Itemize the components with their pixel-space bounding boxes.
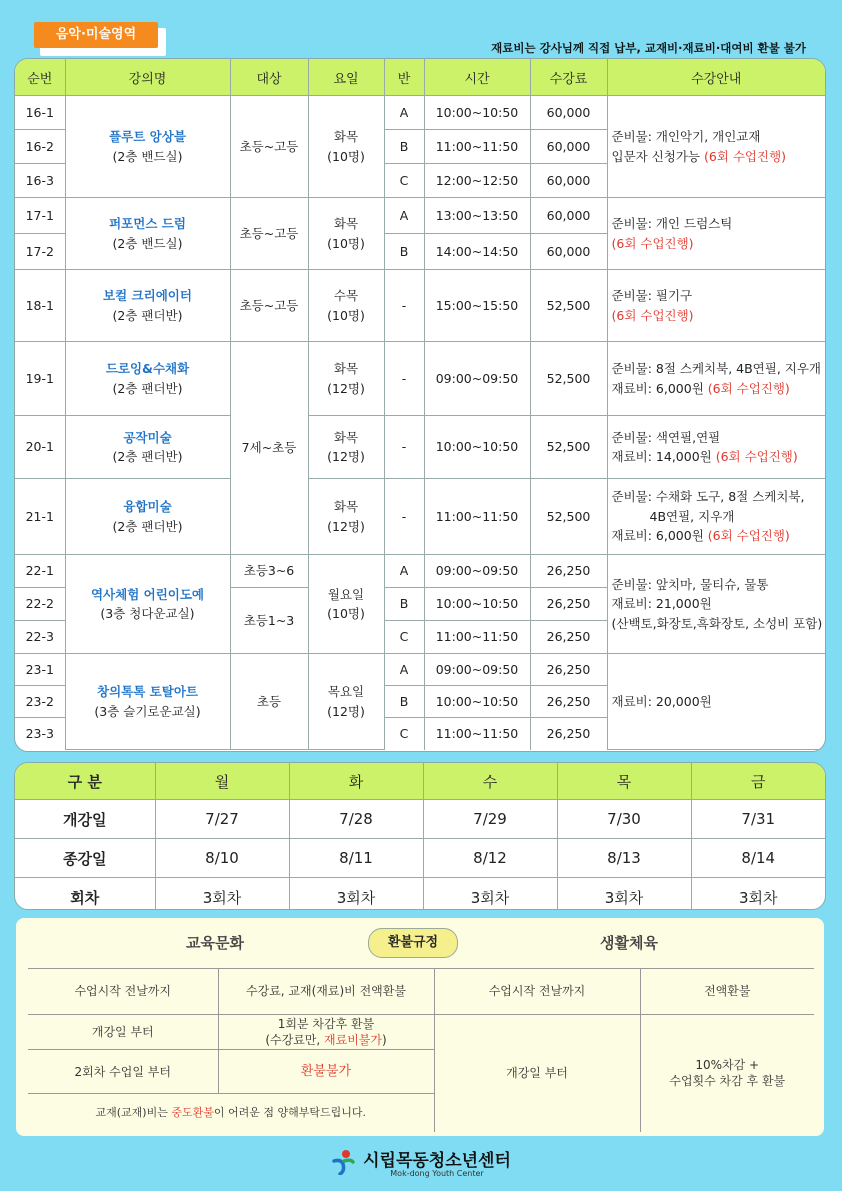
info-highlight: (6회 수업진행) xyxy=(703,148,787,164)
course-code: 20-1 xyxy=(15,416,65,479)
course-capacity: (12명) xyxy=(327,703,365,719)
course-class: A xyxy=(384,96,424,130)
course-room: (2층 밴드실) xyxy=(112,235,183,251)
course-fee: 52,500 xyxy=(530,416,607,479)
course-code: 18-1 xyxy=(15,270,65,342)
course-target: 초등~고등 xyxy=(230,198,308,270)
course-header-row xyxy=(15,59,825,96)
course-class: C xyxy=(384,718,424,750)
refund-cell: 환불불가 xyxy=(218,1050,434,1094)
refund-cell: 수업시작 전날까지 xyxy=(28,969,218,1015)
refund-cell: 개강일 부터 xyxy=(434,1015,640,1132)
table-row xyxy=(15,270,825,342)
table-row xyxy=(15,342,825,416)
course-name: 공작미술 xyxy=(123,429,172,445)
info-line xyxy=(612,447,826,466)
info-highlight: (6회 수업진행) xyxy=(611,235,694,251)
course-class: C xyxy=(384,621,424,654)
course-name: 창의톡톡 토탈아트 xyxy=(97,684,198,700)
course-class: A xyxy=(384,555,424,588)
course-code: 22-2 xyxy=(15,588,65,621)
course-days: 수목 xyxy=(333,288,359,304)
schedule-header: 구 분 xyxy=(15,763,155,800)
course-fee: 60,000 xyxy=(530,130,607,164)
schedule-header: 수 xyxy=(423,763,557,800)
course-code: 23-3 xyxy=(15,718,65,750)
course-time: 14:00~14:50 xyxy=(424,234,530,270)
course-info xyxy=(607,342,825,416)
schedule-header: 화 xyxy=(289,763,423,800)
header-course-name: 강의명 xyxy=(65,59,230,96)
info-line xyxy=(612,507,826,526)
course-days: 화목 xyxy=(333,361,359,377)
course-days-cell xyxy=(308,479,384,555)
course-class: A xyxy=(384,198,424,234)
course-class: B xyxy=(384,686,424,718)
course-room: (2층 팬더반) xyxy=(112,307,183,323)
course-fee: 26,250 xyxy=(530,588,607,621)
info-text: 재료비: 14,000원 xyxy=(611,449,716,464)
schedule-cell: 3회차 xyxy=(289,878,423,911)
info-text: 재료비: 6,000원 xyxy=(611,528,708,544)
table-row xyxy=(15,479,825,555)
refund-highlight: 재료비불가 xyxy=(324,1033,382,1048)
schedule-row-label: 종강일 xyxy=(15,839,155,878)
table-row xyxy=(15,198,825,234)
course-days: 화목 xyxy=(333,216,359,232)
footer xyxy=(0,1146,842,1179)
header-class: 반 xyxy=(384,59,424,96)
course-time: 12:00~12:50 xyxy=(424,164,530,198)
course-time: 09:00~09:50 xyxy=(424,555,530,588)
info-line: 준비물: 앞치마, 물티슈, 물통 xyxy=(611,576,769,592)
info-text: 4B연필, 지우개 xyxy=(649,508,735,524)
refund-cell: 전액환불 xyxy=(640,969,814,1015)
schedule-cell: 8/11 xyxy=(289,839,423,878)
course-capacity: (12명) xyxy=(327,380,365,396)
refund-text: ) xyxy=(381,1033,387,1048)
course-target: 초등~고등 xyxy=(230,96,308,198)
course-code: 19-1 xyxy=(15,342,65,416)
course-days-cell xyxy=(308,555,384,654)
refund-note xyxy=(28,1094,434,1132)
course-name: 보컬 크리에이터 xyxy=(103,288,192,304)
schedule-row xyxy=(15,800,825,839)
refund-row xyxy=(28,969,814,1015)
course-code: 17-1 xyxy=(15,198,65,234)
header-time: 시간 xyxy=(424,59,530,96)
refund-highlight: 중도환불 xyxy=(171,1105,214,1119)
course-class: - xyxy=(384,270,424,342)
header-days: 요일 xyxy=(308,59,384,96)
course-days: 목요일 xyxy=(327,684,365,700)
course-time: 10:00~10:50 xyxy=(424,588,530,621)
info-line: 준비물: 수채화 도구, 8절 스케치북, xyxy=(611,489,805,505)
course-name-cell xyxy=(65,270,230,342)
category-tag-label: 음악·미술영역 xyxy=(34,22,158,48)
schedule-cell: 3회차 xyxy=(155,878,289,911)
course-name: 드로잉&수채화 xyxy=(105,361,190,377)
info-line: 준비물: 필기구 xyxy=(611,288,693,304)
course-fee: 26,250 xyxy=(530,718,607,750)
schedule-table-container xyxy=(14,762,826,910)
info-line xyxy=(612,379,826,398)
course-name: 역사체험 어린이도예 xyxy=(90,586,205,602)
info-text: 입문자 신청가능 xyxy=(611,148,704,164)
schedule-header: 목 xyxy=(557,763,691,800)
schedule-cell: 8/12 xyxy=(423,839,557,878)
course-days-cell xyxy=(308,654,384,750)
org-logo-icon xyxy=(331,1149,357,1175)
course-code: 22-3 xyxy=(15,621,65,654)
course-days-cell xyxy=(308,416,384,479)
info-line xyxy=(612,526,826,545)
course-info xyxy=(607,654,825,750)
course-name-cell xyxy=(65,342,230,416)
course-time: 11:00~11:50 xyxy=(424,479,530,555)
schedule-header: 금 xyxy=(691,763,825,800)
refund-line: 1회분 차감후 환불 xyxy=(277,1017,375,1031)
info-line: 재료비: 21,000원 xyxy=(611,596,712,612)
header-target: 대상 xyxy=(230,59,308,96)
course-room: (3층 슬기로운교실) xyxy=(94,703,201,719)
refund-line xyxy=(220,1032,433,1048)
course-fee: 60,000 xyxy=(530,198,607,234)
course-fee: 60,000 xyxy=(530,234,607,270)
schedule-cell: 8/14 xyxy=(691,839,825,878)
refund-culture-title: 교육문화 xyxy=(186,934,244,952)
refund-table xyxy=(28,968,814,1132)
info-line: 준비물: 8절 스케치북, 4B연필, 지우개 xyxy=(611,361,822,377)
course-fee: 60,000 xyxy=(530,96,607,130)
course-class: B xyxy=(384,130,424,164)
table-row xyxy=(15,555,825,588)
course-fee: 26,250 xyxy=(530,654,607,686)
course-class: C xyxy=(384,164,424,198)
course-fee: 52,500 xyxy=(530,342,607,416)
course-name: 퍼포먼스 드럼 xyxy=(109,216,186,232)
course-info xyxy=(607,96,825,198)
table-row xyxy=(15,416,825,479)
refund-cell: 수업시작 전날까지 xyxy=(434,969,640,1015)
refund-row xyxy=(28,1015,814,1050)
course-time: 13:00~13:50 xyxy=(424,198,530,234)
course-time: 15:00~15:50 xyxy=(424,270,530,342)
course-room: (2층 팬더반) xyxy=(112,449,183,464)
schedule-row-label: 회차 xyxy=(15,878,155,911)
refund-cell xyxy=(640,1015,814,1132)
course-class: A xyxy=(384,654,424,686)
info-line xyxy=(612,147,826,166)
refund-line: 10%차감 + xyxy=(695,1058,760,1073)
course-name: 융합미술 xyxy=(123,499,172,515)
schedule-cell: 3회차 xyxy=(691,878,825,911)
course-class: - xyxy=(384,416,424,479)
course-info xyxy=(607,198,825,270)
course-room: (2층 밴드실) xyxy=(112,148,183,164)
course-time: 09:00~09:50 xyxy=(424,342,530,416)
course-room: (3층 청다운교실) xyxy=(100,606,195,621)
schedule-row xyxy=(15,839,825,878)
info-text: 재료비: 6,000원 xyxy=(611,380,708,396)
schedule-cell: 3회차 xyxy=(557,878,691,911)
schedule-row xyxy=(15,878,825,911)
course-name: 플루트 앙상블 xyxy=(109,129,186,145)
course-name-cell xyxy=(65,198,230,270)
schedule-table xyxy=(15,763,825,910)
refund-policy-badge: 환불규정 xyxy=(368,928,458,958)
course-info xyxy=(607,270,825,342)
table-row xyxy=(15,96,825,130)
schedule-cell: 7/29 xyxy=(423,800,557,839)
course-fee: 60,000 xyxy=(530,164,607,198)
course-fee: 26,250 xyxy=(530,686,607,718)
course-name-cell xyxy=(65,96,230,198)
course-target: 초등~고등 xyxy=(230,270,308,342)
course-days: 월요일 xyxy=(327,586,365,602)
course-fee: 26,250 xyxy=(530,621,607,654)
course-name-cell xyxy=(65,479,230,555)
info-line: 준비물: 색연필,연필 xyxy=(611,429,721,445)
info-line: 준비물: 개인 드럼스틱 xyxy=(611,216,733,232)
table-row xyxy=(15,654,825,686)
course-name-cell xyxy=(65,416,230,479)
course-class: - xyxy=(384,479,424,555)
schedule-cell: 7/27 xyxy=(155,800,289,839)
schedule-cell: 3회차 xyxy=(423,878,557,911)
course-time: 10:00~10:50 xyxy=(424,96,530,130)
course-capacity: (12명) xyxy=(327,449,365,464)
course-code: 21-1 xyxy=(15,479,65,555)
course-code: 16-3 xyxy=(15,164,65,198)
course-capacity: (10명) xyxy=(327,307,365,323)
info-highlight: (6회 수업진행) xyxy=(715,449,798,464)
org-logo xyxy=(331,1146,511,1178)
info-line: 준비물: 개인악기, 개인교재 xyxy=(611,129,761,145)
course-capacity: (10명) xyxy=(327,606,365,621)
course-table xyxy=(15,59,825,750)
info-highlight: (6회 수업진행) xyxy=(707,380,790,396)
org-name-en: Mok-dong Youth Center xyxy=(390,1169,484,1178)
course-code: 23-1 xyxy=(15,654,65,686)
course-table-container xyxy=(14,58,826,752)
refund-line: 수업횟수 차감 후 환불 xyxy=(669,1074,786,1089)
course-days: 화목 xyxy=(333,499,359,515)
course-time: 10:00~10:50 xyxy=(424,686,530,718)
refund-text: (수강료만, xyxy=(265,1033,325,1048)
refund-text: 이 어려운 점 양해부탁드립니다. xyxy=(213,1105,366,1119)
schedule-header-row xyxy=(15,763,825,800)
course-time: 11:00~11:50 xyxy=(424,130,530,164)
course-class: - xyxy=(384,342,424,416)
course-info xyxy=(607,479,825,555)
course-time: 11:00~11:50 xyxy=(424,718,530,750)
course-target: 초등1~3 xyxy=(230,588,308,654)
course-days-cell xyxy=(308,342,384,416)
refund-cell: 2회차 수업일 부터 xyxy=(28,1050,218,1094)
course-class: B xyxy=(384,588,424,621)
course-target: 초등 xyxy=(230,654,308,750)
header-code: 순번 xyxy=(15,59,65,96)
course-capacity: (12명) xyxy=(327,518,365,534)
header-fee: 수강료 xyxy=(530,59,607,96)
refund-cell: 개강일 부터 xyxy=(28,1015,218,1050)
course-fee: 26,250 xyxy=(530,555,607,588)
course-code: 22-1 xyxy=(15,555,65,588)
schedule-cell: 8/13 xyxy=(557,839,691,878)
course-class: B xyxy=(384,234,424,270)
course-time: 10:00~10:50 xyxy=(424,416,530,479)
course-code: 17-2 xyxy=(15,234,65,270)
course-time: 11:00~11:50 xyxy=(424,621,530,654)
course-code: 23-2 xyxy=(15,686,65,718)
course-capacity: (10명) xyxy=(327,235,365,251)
refund-cell: 수강료, 교재(재료)비 전액환불 xyxy=(218,969,434,1015)
schedule-row-label: 개강일 xyxy=(15,800,155,839)
course-days: 화목 xyxy=(333,429,359,445)
course-name-cell xyxy=(65,555,230,654)
course-time: 09:00~09:50 xyxy=(424,654,530,686)
course-info xyxy=(607,555,825,654)
info-line: 재료비: 20,000원 xyxy=(611,693,712,709)
refund-policy xyxy=(16,918,824,1136)
refund-sports-title: 생활체육 xyxy=(600,934,658,952)
course-code: 16-1 xyxy=(15,96,65,130)
course-capacity: (10명) xyxy=(327,148,365,164)
course-fee: 52,500 xyxy=(530,479,607,555)
course-code: 16-2 xyxy=(15,130,65,164)
org-name: 시립목동청소년센터 xyxy=(363,1151,511,1171)
course-days: 화목 xyxy=(333,129,359,145)
course-days-cell xyxy=(308,198,384,270)
header-info: 수강안내 xyxy=(607,59,825,96)
course-room: (2층 팬더반) xyxy=(112,380,183,396)
refund-cell xyxy=(218,1015,434,1050)
schedule-cell: 8/10 xyxy=(155,839,289,878)
schedule-cell: 7/31 xyxy=(691,800,825,839)
course-days-cell xyxy=(308,96,384,198)
info-highlight: (6회 수업진행) xyxy=(707,528,790,544)
schedule-cell: 7/30 xyxy=(557,800,691,839)
course-target: 7세~초등 xyxy=(230,342,308,555)
schedule-cell: 7/28 xyxy=(289,800,423,839)
course-days-cell xyxy=(308,270,384,342)
course-name-cell xyxy=(65,654,230,750)
course-room: (2층 팬더반) xyxy=(112,518,183,534)
schedule-header: 월 xyxy=(155,763,289,800)
fee-notice: 재료비는 강사님께 직접 납부, 교재비·재료비·대여비 환불 불가 xyxy=(491,41,806,55)
course-target: 초등3~6 xyxy=(230,555,308,588)
refund-text: 교재(교재)비는 xyxy=(95,1105,172,1119)
course-fee: 52,500 xyxy=(530,270,607,342)
info-line: (산백토,화장토,흑화장토, 소성비 포함) xyxy=(611,615,823,631)
info-highlight: (6회 수업진행) xyxy=(611,307,694,323)
category-tag xyxy=(34,22,162,52)
course-info xyxy=(607,416,825,479)
